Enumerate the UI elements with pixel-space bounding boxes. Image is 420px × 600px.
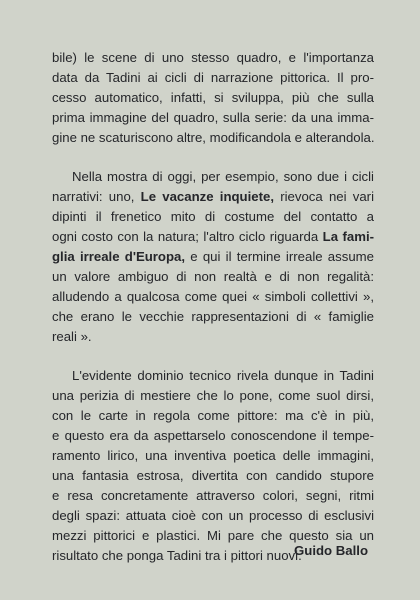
text-segment: narrativi: uno, xyxy=(52,189,141,204)
text-segment: data da Tadini ai cicli di narrazione pittorica. Il pro- xyxy=(52,70,374,85)
text-line xyxy=(52,187,374,207)
text-line xyxy=(52,446,374,466)
text-line xyxy=(52,406,374,426)
text-line xyxy=(52,287,374,307)
text-segment: Nella mostra di oggi, per esempio, sono due i cicli xyxy=(72,169,374,184)
text-segment: alludendo a qualcosa come quei « simboli collettivi », xyxy=(52,289,374,304)
text-segment: dipinti il frenetico mito di costume del contatto a xyxy=(52,209,374,224)
text-segment: cesso automatico, infatti, si sviluppa, più che sulla xyxy=(52,90,374,105)
paragraph xyxy=(52,48,374,148)
text-segment: che erano le vecchie rappresentazioni di « famiglie xyxy=(52,309,374,324)
text-line xyxy=(52,486,374,506)
text-line xyxy=(52,327,374,347)
bold-title-text: La fami- xyxy=(322,229,375,244)
text-line xyxy=(52,108,374,128)
text-line xyxy=(52,247,374,267)
text-line xyxy=(52,267,374,287)
text-segment: bile) le scene di uno stesso quadro, e l'importanza xyxy=(52,50,374,65)
bold-title-text: Le vacanze inquiete, xyxy=(140,189,275,204)
text-segment: una fantasia estrosa, divertita con candido stupore xyxy=(52,468,374,483)
text-line xyxy=(52,68,374,88)
text-segment: reali ». xyxy=(52,329,92,344)
text-segment: mezzi pittorici e plastici. Mi pare che questo sia un xyxy=(52,528,374,543)
text-segment: ramento lirico, una inventiva poetica delle immagini, xyxy=(52,448,374,463)
paragraph xyxy=(52,366,374,566)
text-segment: prima immagine del quadro, sulla serie: da una imma- xyxy=(52,110,374,125)
author-signature: Guido Ballo xyxy=(294,543,368,558)
text-segment: L'evidente dominio tecnico rivela dunque in Tadini xyxy=(72,368,374,383)
bold-title-text: glia irreale d'Europa, xyxy=(52,249,186,264)
paragraph-gap xyxy=(52,347,374,366)
text-segment: una perizia di mestiere che lo pone, come suol dirsi, xyxy=(52,388,374,403)
text-line xyxy=(52,167,374,187)
text-segment: risultato che ponga Tadini tra i pittori nuovi. xyxy=(52,548,302,563)
text-line xyxy=(52,506,374,526)
text-line xyxy=(52,207,374,227)
text-line xyxy=(52,366,374,386)
text-segment: ogni costo con la natura; l'altro ciclo riguarda xyxy=(52,229,323,244)
text-segment: rievoca nei vari xyxy=(274,189,375,204)
paragraph-gap xyxy=(52,148,374,167)
text-column xyxy=(52,48,374,566)
paragraph xyxy=(52,167,374,347)
text-segment: e qui il termine irreale assume xyxy=(185,249,374,264)
text-line xyxy=(52,227,374,247)
text-line xyxy=(52,128,374,148)
text-segment: e resa concretamente attraverso colori, segni, ritmi xyxy=(52,488,374,503)
text-segment: degli spazi: attuata cioè con un processo di esclusivi xyxy=(52,508,374,523)
text-line xyxy=(52,426,374,446)
text-segment: gine ne scaturiscono altre, modificandola e alterandola. xyxy=(52,130,375,145)
text-line xyxy=(52,48,374,68)
text-segment: e questo era da aspettarselo conoscendone il tempe- xyxy=(52,428,374,443)
text-segment: con le carte in regola come pittore: ma c'è in più, xyxy=(52,408,374,423)
text-line xyxy=(52,386,374,406)
text-line xyxy=(52,466,374,486)
text-line xyxy=(52,307,374,327)
text-line xyxy=(52,88,374,108)
text-segment: un valore ambiguo di non realtà e di non regalità: xyxy=(52,269,374,284)
